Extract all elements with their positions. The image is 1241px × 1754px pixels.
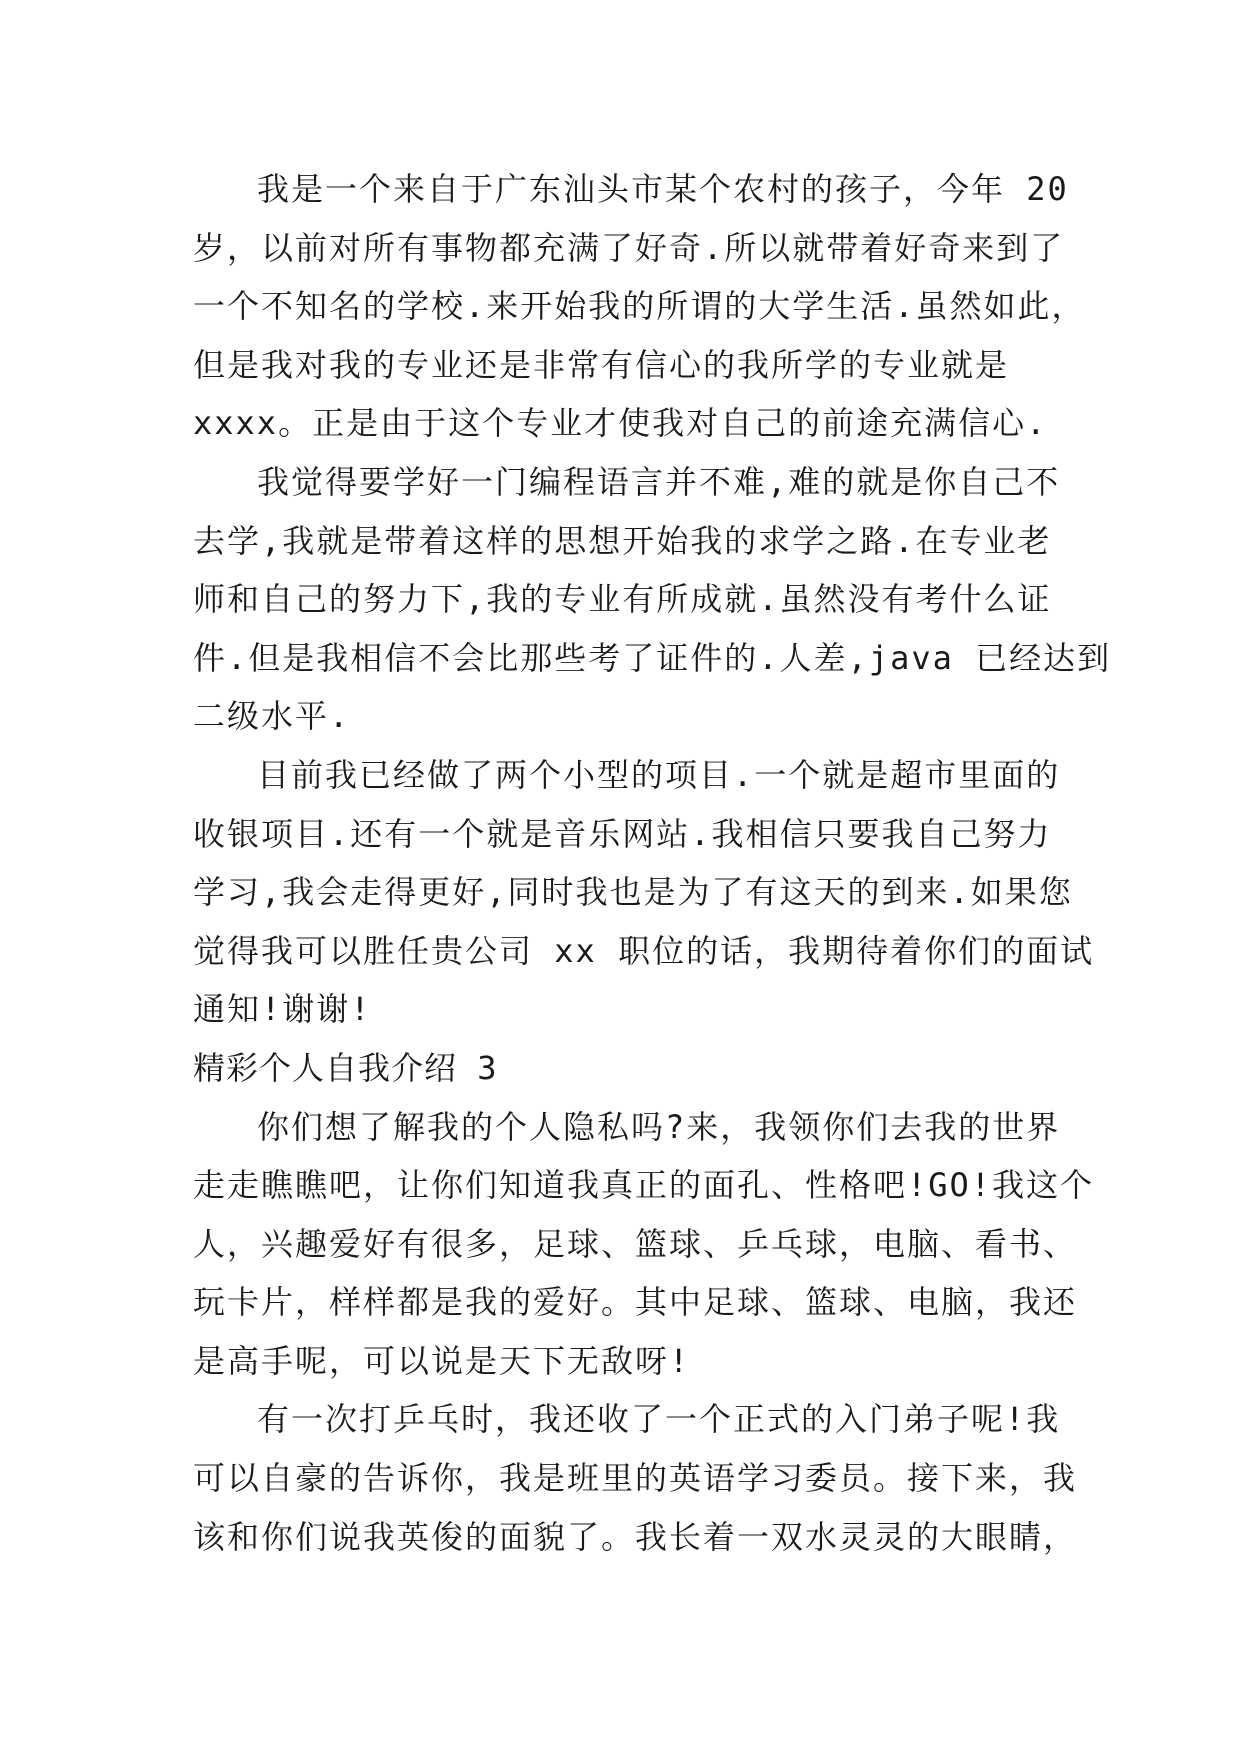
paragraph-hometown (193, 160, 1086, 453)
section-heading: 精彩个人自我介绍 3 (193, 1048, 498, 1087)
text-line: 人，兴趣爱好有很多，足球、篮球、乒乓球，电脑、看书、 (193, 1224, 1078, 1263)
paragraph-appearance (193, 1390, 1078, 1566)
text-line: 我是一个来自于广东汕头市某个农村的孩子，今年 20 (257, 170, 1069, 208)
document-body (193, 160, 1112, 1566)
text-line: 学习,我会走得更好,同时我也是为了有这天的到来.如果您 (193, 873, 1073, 912)
text-line: 我觉得要学好一门编程语言并不难,难的就是你自己不 (257, 462, 1061, 501)
text-line: 但是我对我的专业还是非常有信心的我所学的专业就是 (193, 345, 1010, 384)
text-line: 通知!谢谢! (193, 990, 372, 1029)
text-line: 有一次打乒乓时，我还收了一个正式的入门弟子呢!我 (257, 1400, 1061, 1439)
text-line: 你们想了解我的个人隐私吗?来，我领你们去我的世界 (257, 1107, 1061, 1146)
text-line: 件.但是我相信不会比那些考了证件的.人差,java 已经达到 (193, 638, 1112, 677)
text-line: 目前我已经做了两个小型的项目.一个就是超市里面的 (257, 755, 1061, 794)
text-line: 岁，以前对所有事物都充满了好奇.所以就带着好奇来到了 (193, 228, 1065, 267)
text-line: 玩卡片，样样都是我的爱好。其中足球、篮球、电脑，我还 (193, 1283, 1078, 1322)
text-line: 该和你们说我英俊的面貌了。我长着一双水灵灵的大眼睛， (193, 1517, 1078, 1556)
text-line: 走走瞧瞧吧，让你们知道我真正的面孔、性格吧!GO!我这个 (193, 1166, 1095, 1205)
text-line: 是高手呢，可以说是天下无敌呀! (193, 1341, 691, 1380)
text-line: 可以自豪的告诉你，我是班里的英语学习委员。接下来，我 (193, 1459, 1078, 1498)
text-line: 收银项目.还有一个就是音乐网站.我相信只要我自己努力 (193, 814, 1052, 853)
paragraph-hobbies (193, 1098, 1095, 1391)
text-line: 二级水平. (193, 697, 351, 736)
paragraph-projects (193, 746, 1095, 1039)
text-line: 去学,我就是带着这样的思想开始我的求学之路.在专业老 (193, 521, 1052, 560)
paragraph-programming (193, 453, 1112, 746)
text-line: 一个不知名的学校.来开始我的所谓的大学生活.虽然如此， (193, 287, 1086, 326)
text-line: 觉得我可以胜任贵公司 xx 职位的话，我期待着你们的面试 (193, 931, 1095, 970)
text-line: xxxx。正是由于这个专业才使我对自己的前途充满信心. (193, 404, 1048, 443)
text-line: 师和自己的努力下,我的专业有所成就.虽然没有考什么证 (193, 580, 1052, 619)
